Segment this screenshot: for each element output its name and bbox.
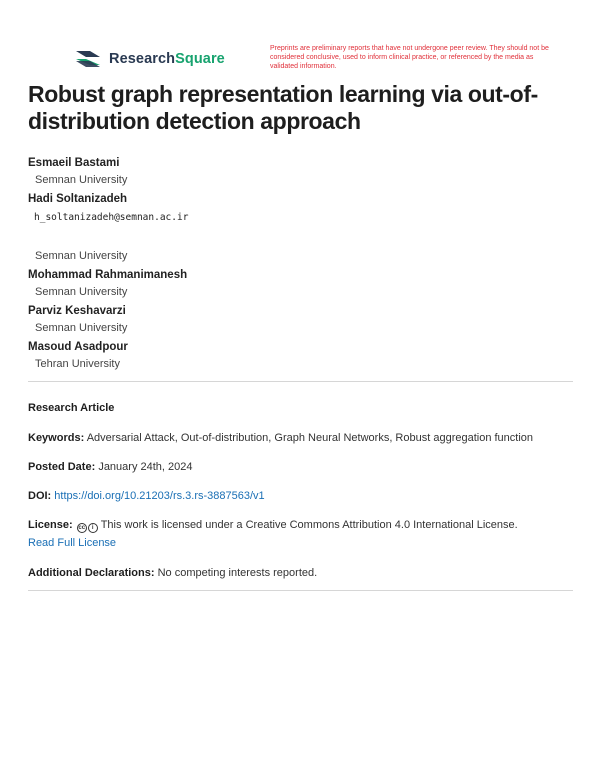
read-full-license-link[interactable]: Read Full License: [28, 537, 117, 549]
author-affiliation: Semnan University: [35, 322, 128, 334]
author-item: [28, 267, 573, 301]
author-name: Masoud Asadpour: [28, 341, 128, 353]
author-affiliation: Tehran University: [35, 358, 120, 370]
author-item: [28, 303, 573, 337]
posted-date: [28, 458, 573, 476]
declarations-value: No competing interests reported.: [157, 567, 318, 579]
divider: [28, 381, 573, 382]
author-name: Parviz Keshavarzi: [28, 305, 126, 317]
preprint-disclaimer: Preprints are preliminary reports that have not undergone peer review. They should not be considered conclusive, used to inform clinical practice, or referenced by the media as validated information.: [270, 45, 549, 70]
author-item: [28, 155, 573, 189]
author-list: [28, 155, 573, 375]
by-icon: i: [88, 523, 98, 533]
posted-date-label: Posted Date:: [28, 461, 96, 473]
author-name: Mohammad Rahmanimanesh: [28, 269, 188, 281]
doi-link[interactable]: https://doi.org/10.21203/rs.3.rs-3887563/v1: [54, 490, 265, 502]
cc-icon: cc: [78, 525, 86, 531]
license-label: License:: [28, 519, 73, 531]
additional-declarations: [28, 564, 573, 582]
research-square-logo[interactable]: [74, 47, 225, 71]
author-name: Esmaeil Bastami: [28, 157, 120, 169]
logo-text-accent: Square: [175, 51, 225, 67]
doi-label: DOI:: [28, 490, 52, 502]
doi: [28, 487, 573, 505]
keywords-label: Keywords:: [28, 432, 85, 444]
author-affiliation: Semnan University: [35, 174, 128, 186]
article-type: [28, 399, 573, 417]
logo-text-main: Research: [109, 51, 176, 67]
declarations-label: Additional Declarations:: [28, 567, 155, 579]
license: [28, 516, 573, 552]
author-item: [28, 191, 573, 265]
author-name: Hadi Soltanizadeh: [28, 193, 128, 205]
research-square-logo-icon: [74, 47, 102, 71]
divider: [28, 590, 573, 591]
author-email[interactable]: h_soltanizadeh@semnan.ac.ir: [34, 212, 189, 223]
license-text: This work is licensed under a Creative Commons Attribution 4.0 International License.: [100, 519, 518, 531]
header: [74, 44, 574, 80]
author-affiliation: Semnan University: [35, 250, 128, 262]
article-type-value: Research Article: [28, 402, 115, 414]
cc-license-icons: [77, 523, 98, 533]
keywords: [28, 429, 573, 447]
logo-text: [109, 51, 225, 67]
author-affiliation: Semnan University: [35, 286, 128, 298]
posted-date-value: January 24th, 2024: [98, 461, 193, 473]
author-item: [28, 339, 573, 373]
paper-title: Robust graph representation learning via out-of-distribution detection approach: [28, 81, 538, 134]
keywords-value: Adversarial Attack, Out-of-distribution, Graph Neural Networks, Robust aggregation function: [86, 432, 534, 444]
